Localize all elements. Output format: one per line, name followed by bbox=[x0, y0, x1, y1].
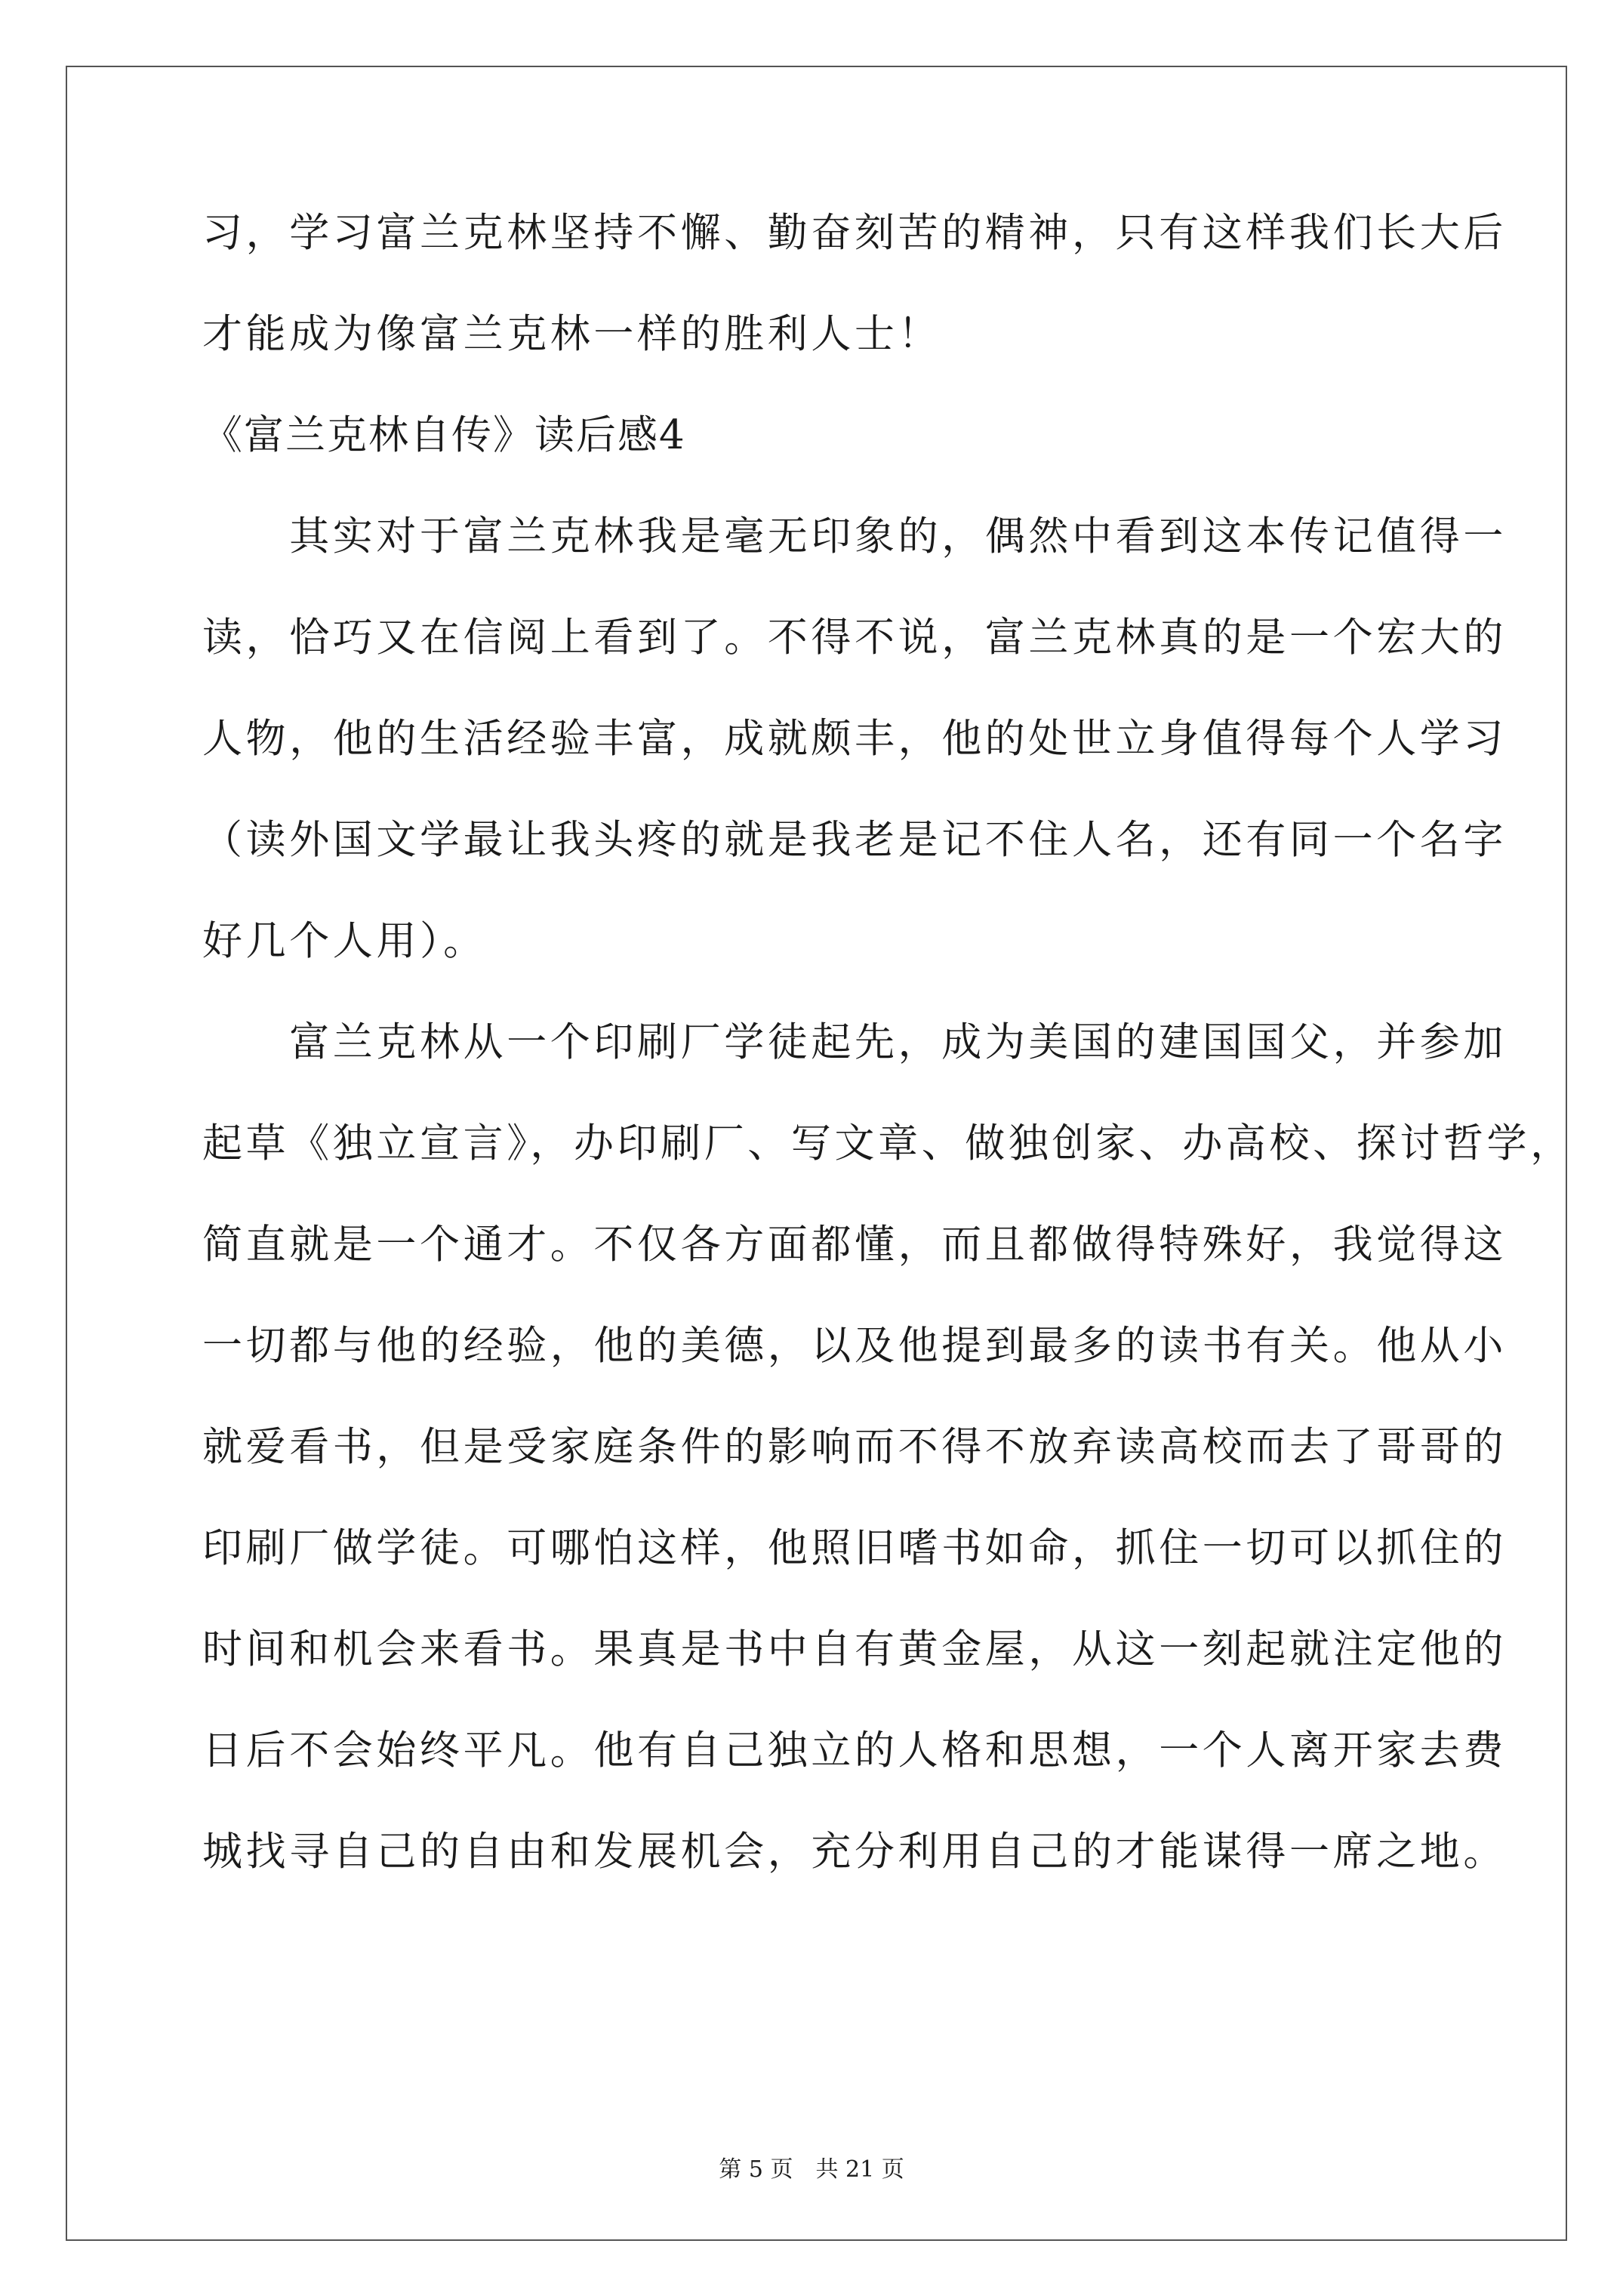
text-line: 简直就是一个通才。不仅各方面都懂，而且都做得特殊好，我觉得这 bbox=[202, 1222, 1507, 1268]
text-line: 好几个人用）。 bbox=[202, 918, 487, 964]
text-line: 时间和机会来看书。果真是书中自有黄金屋，从这一刻起就注定他的 bbox=[202, 1626, 1507, 1672]
section-heading: 《富兰克林自传》读后感4 bbox=[202, 412, 686, 458]
text-line: 起草《独立宣言》，办印刷厂、写文章、做独创家、办高校、探讨哲学， bbox=[202, 1120, 1574, 1166]
text-line: 习，学习富兰克林坚持不懈、勤奋刻苦的精神，只有这样我们长大后 bbox=[202, 210, 1507, 256]
text-line: 读，恰巧又在信阅上看到了。不得不说，富兰克林真的是一个宏大的 bbox=[202, 615, 1507, 661]
text-line: （读外国文学最让我头疼的就是我老是记不住人名，还有同一个名字 bbox=[202, 817, 1507, 863]
text-line: 富兰克林从一个印刷厂学徒起先，成为美国的建国国父，并参加 bbox=[202, 1019, 1507, 1065]
text-line: 城找寻自己的自由和发展机会，充分利用自己的才能谋得一席之地。 bbox=[202, 1829, 1507, 1875]
text-line: 就爱看书，但是受家庭条件的影响而不得不放弃读高校而去了哥哥的 bbox=[202, 1424, 1507, 1470]
text-line: 一切都与他的经验，他的美德，以及他提到最多的读书有关。他从小 bbox=[202, 1323, 1507, 1369]
text-line: 才能成为像富兰克林一样的胜利人士！ bbox=[202, 311, 942, 357]
text-line: 印刷厂做学徒。可哪怕这样，他照旧嗜书如命，抓住一切可以抓住的 bbox=[202, 1525, 1507, 1571]
text-line: 人物，他的生活经验丰富，成就颇丰，他的处世立身值得每个人学习 bbox=[202, 716, 1507, 762]
text-line: 其实对于富兰克林我是毫无印象的，偶然中看到这本传记值得一 bbox=[202, 513, 1507, 559]
page-number: 第 5 页 共 21 页 bbox=[719, 2156, 904, 2183]
text-line: 日后不会始终平凡。他有自己独立的人格和思想，一个人离开家去费 bbox=[202, 1727, 1507, 1774]
